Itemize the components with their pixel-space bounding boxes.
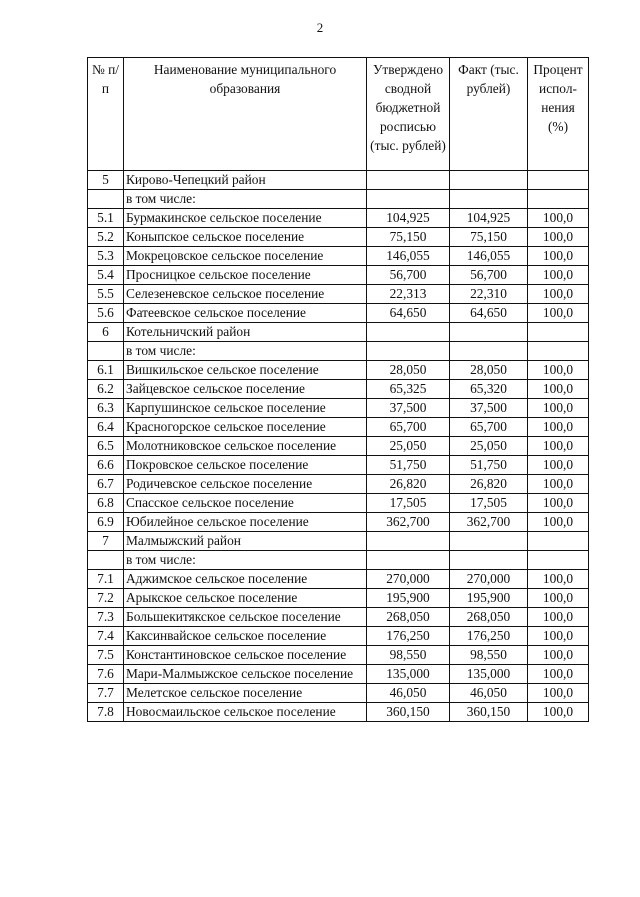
row-name: Коныпское сельское поселение (124, 228, 367, 247)
row-fact: 17,505 (450, 494, 528, 513)
row-fact: 25,050 (450, 437, 528, 456)
row-name: Котельничский район (124, 323, 367, 342)
row-name: Зайцевское сельское поселение (124, 380, 367, 399)
row-name: Мелетское сельское поселение (124, 684, 367, 703)
row-fact: 360,150 (450, 703, 528, 722)
table-row (88, 285, 589, 304)
row-percent: 100,0 (528, 228, 589, 247)
row-name: Юбилейное сельское поселение (124, 513, 367, 532)
row-plan: 65,325 (367, 380, 450, 399)
row-fact: 75,150 (450, 228, 528, 247)
row-percent: 100,0 (528, 285, 589, 304)
row-name: Каксинвайское сельское поселение (124, 627, 367, 646)
row-number: 6.4 (88, 418, 124, 437)
row-percent: 100,0 (528, 399, 589, 418)
row-name: Мокрецовское сельское поселение (124, 247, 367, 266)
page-number: 2 (316, 20, 324, 35)
row-number: 6.1 (88, 361, 124, 380)
row-plan: 104,925 (367, 209, 450, 228)
table-row (88, 513, 589, 532)
row-percent: 100,0 (528, 589, 589, 608)
row-name: Мари-Малмыжское сельское поселение (124, 665, 367, 684)
row-fact: 56,700 (450, 266, 528, 285)
row-number: 7.3 (88, 608, 124, 627)
row-fact: 65,700 (450, 418, 528, 437)
header-pct: Процент испол-нения (%) (528, 58, 589, 171)
row-name: Красногорское сельское поселение (124, 418, 367, 437)
table-row (88, 190, 589, 209)
row-percent: 100,0 (528, 608, 589, 627)
table-row (88, 589, 589, 608)
row-number: 7.6 (88, 665, 124, 684)
table-row (88, 703, 589, 722)
row-plan: 65,700 (367, 418, 450, 437)
row-plan: 46,050 (367, 684, 450, 703)
row-fact: 146,055 (450, 247, 528, 266)
row-name: Кирово-Чепецкий район (124, 171, 367, 190)
row-percent: 100,0 (528, 684, 589, 703)
row-number: 6.7 (88, 475, 124, 494)
row-percent: 100,0 (528, 703, 589, 722)
row-plan: 37,500 (367, 399, 450, 418)
row-percent (528, 323, 589, 342)
row-percent: 100,0 (528, 456, 589, 475)
row-percent: 100,0 (528, 494, 589, 513)
row-number: 6.8 (88, 494, 124, 513)
table-row (88, 209, 589, 228)
row-fact: 270,000 (450, 570, 528, 589)
row-percent: 100,0 (528, 570, 589, 589)
row-fact: 195,900 (450, 589, 528, 608)
row-plan: 22,313 (367, 285, 450, 304)
row-number: 6.3 (88, 399, 124, 418)
table-row (88, 627, 589, 646)
row-number (88, 551, 124, 570)
row-number: 5.3 (88, 247, 124, 266)
row-fact: 46,050 (450, 684, 528, 703)
row-plan (367, 551, 450, 570)
row-fact: 98,550 (450, 646, 528, 665)
row-plan: 146,055 (367, 247, 450, 266)
budget-execution-table (87, 57, 589, 722)
row-percent: 100,0 (528, 266, 589, 285)
row-name: в том числе: (124, 551, 367, 570)
row-name: Просницкое сельское поселение (124, 266, 367, 285)
row-fact (450, 551, 528, 570)
row-number: 5.6 (88, 304, 124, 323)
row-plan: 362,700 (367, 513, 450, 532)
header-plan: Утверждено сводной бюджетной росписью (тыс. рублей) (367, 58, 450, 171)
row-plan: 28,050 (367, 361, 450, 380)
header-name: Наименование муниципального образования (124, 58, 367, 171)
row-number: 5.4 (88, 266, 124, 285)
row-fact: 37,500 (450, 399, 528, 418)
row-fact: 176,250 (450, 627, 528, 646)
row-number: 6 (88, 323, 124, 342)
row-fact: 362,700 (450, 513, 528, 532)
row-name: Малмыжский район (124, 532, 367, 551)
row-plan (367, 323, 450, 342)
row-name: Фатеевское сельское поселение (124, 304, 367, 323)
table-row (88, 171, 589, 190)
row-fact (450, 190, 528, 209)
row-fact (450, 323, 528, 342)
table-header-row (88, 58, 589, 171)
row-name: Арыкское сельское поселение (124, 589, 367, 608)
row-plan: 75,150 (367, 228, 450, 247)
row-plan: 25,050 (367, 437, 450, 456)
row-number: 5.1 (88, 209, 124, 228)
row-name: в том числе: (124, 342, 367, 361)
row-name: Спасское сельское поселение (124, 494, 367, 513)
table-row (88, 570, 589, 589)
row-percent: 100,0 (528, 361, 589, 380)
row-fact: 51,750 (450, 456, 528, 475)
row-plan: 26,820 (367, 475, 450, 494)
row-fact: 104,925 (450, 209, 528, 228)
row-percent: 100,0 (528, 475, 589, 494)
table-row (88, 342, 589, 361)
row-plan (367, 190, 450, 209)
row-fact (450, 342, 528, 361)
row-plan: 135,000 (367, 665, 450, 684)
row-name: Вишкильское сельское поселение (124, 361, 367, 380)
row-number: 6.2 (88, 380, 124, 399)
row-plan: 268,050 (367, 608, 450, 627)
header-num: № п/п (88, 58, 124, 171)
table-row (88, 456, 589, 475)
row-percent: 100,0 (528, 646, 589, 665)
row-number: 7.4 (88, 627, 124, 646)
row-number: 5.5 (88, 285, 124, 304)
row-name: Молотниковское сельское поселение (124, 437, 367, 456)
row-number: 6.5 (88, 437, 124, 456)
row-name: Покровское сельское поселение (124, 456, 367, 475)
table-body (88, 171, 589, 722)
row-number: 7 (88, 532, 124, 551)
table-row (88, 665, 589, 684)
table-row (88, 684, 589, 703)
row-plan: 64,650 (367, 304, 450, 323)
table-row (88, 475, 589, 494)
row-name: Родичевское сельское поселение (124, 475, 367, 494)
table-row (88, 494, 589, 513)
row-number: 5.2 (88, 228, 124, 247)
row-percent: 100,0 (528, 247, 589, 266)
row-plan: 270,000 (367, 570, 450, 589)
row-percent: 100,0 (528, 665, 589, 684)
table-row (88, 646, 589, 665)
table-row (88, 551, 589, 570)
row-percent: 100,0 (528, 437, 589, 456)
row-plan: 176,250 (367, 627, 450, 646)
row-number: 6.9 (88, 513, 124, 532)
row-name: Новосмаильское сельское поселение (124, 703, 367, 722)
row-number: 7.5 (88, 646, 124, 665)
row-plan: 360,150 (367, 703, 450, 722)
row-fact: 135,000 (450, 665, 528, 684)
row-name: Константиновское сельское поселение (124, 646, 367, 665)
row-number: 6.6 (88, 456, 124, 475)
row-plan (367, 532, 450, 551)
row-fact: 65,320 (450, 380, 528, 399)
row-name: Селезеневское сельское поселение (124, 285, 367, 304)
row-percent: 100,0 (528, 513, 589, 532)
row-number: 7.2 (88, 589, 124, 608)
row-plan: 51,750 (367, 456, 450, 475)
table-row (88, 532, 589, 551)
row-fact (450, 171, 528, 190)
row-number: 7.1 (88, 570, 124, 589)
row-percent (528, 171, 589, 190)
row-fact (450, 532, 528, 551)
table-row (88, 228, 589, 247)
table-row (88, 608, 589, 627)
row-number (88, 342, 124, 361)
row-plan: 17,505 (367, 494, 450, 513)
row-percent (528, 551, 589, 570)
row-percent: 100,0 (528, 304, 589, 323)
row-plan: 56,700 (367, 266, 450, 285)
row-name: Бурмакинское сельское поселение (124, 209, 367, 228)
header-fact: Факт (тыс. рублей) (450, 58, 528, 171)
row-fact: 268,050 (450, 608, 528, 627)
row-fact: 64,650 (450, 304, 528, 323)
table-row (88, 247, 589, 266)
row-fact: 28,050 (450, 361, 528, 380)
table-row (88, 418, 589, 437)
row-percent (528, 532, 589, 551)
table-row (88, 437, 589, 456)
table-row (88, 323, 589, 342)
row-fact: 26,820 (450, 475, 528, 494)
table-row (88, 266, 589, 285)
row-percent: 100,0 (528, 418, 589, 437)
row-number: 7.7 (88, 684, 124, 703)
row-number (88, 190, 124, 209)
row-number: 7.8 (88, 703, 124, 722)
table-row (88, 399, 589, 418)
table-row (88, 361, 589, 380)
row-name: Аджимское сельское поселение (124, 570, 367, 589)
row-name: Карпушинское сельское поселение (124, 399, 367, 418)
row-number: 5 (88, 171, 124, 190)
row-plan (367, 342, 450, 361)
row-plan: 195,900 (367, 589, 450, 608)
row-percent (528, 342, 589, 361)
row-percent: 100,0 (528, 380, 589, 399)
table-row (88, 304, 589, 323)
row-plan: 98,550 (367, 646, 450, 665)
row-percent: 100,0 (528, 209, 589, 228)
row-name: Большекитякское сельское поселение (124, 608, 367, 627)
row-percent (528, 190, 589, 209)
row-plan (367, 171, 450, 190)
table-row (88, 380, 589, 399)
row-name: в том числе: (124, 190, 367, 209)
row-fact: 22,310 (450, 285, 528, 304)
row-percent: 100,0 (528, 627, 589, 646)
